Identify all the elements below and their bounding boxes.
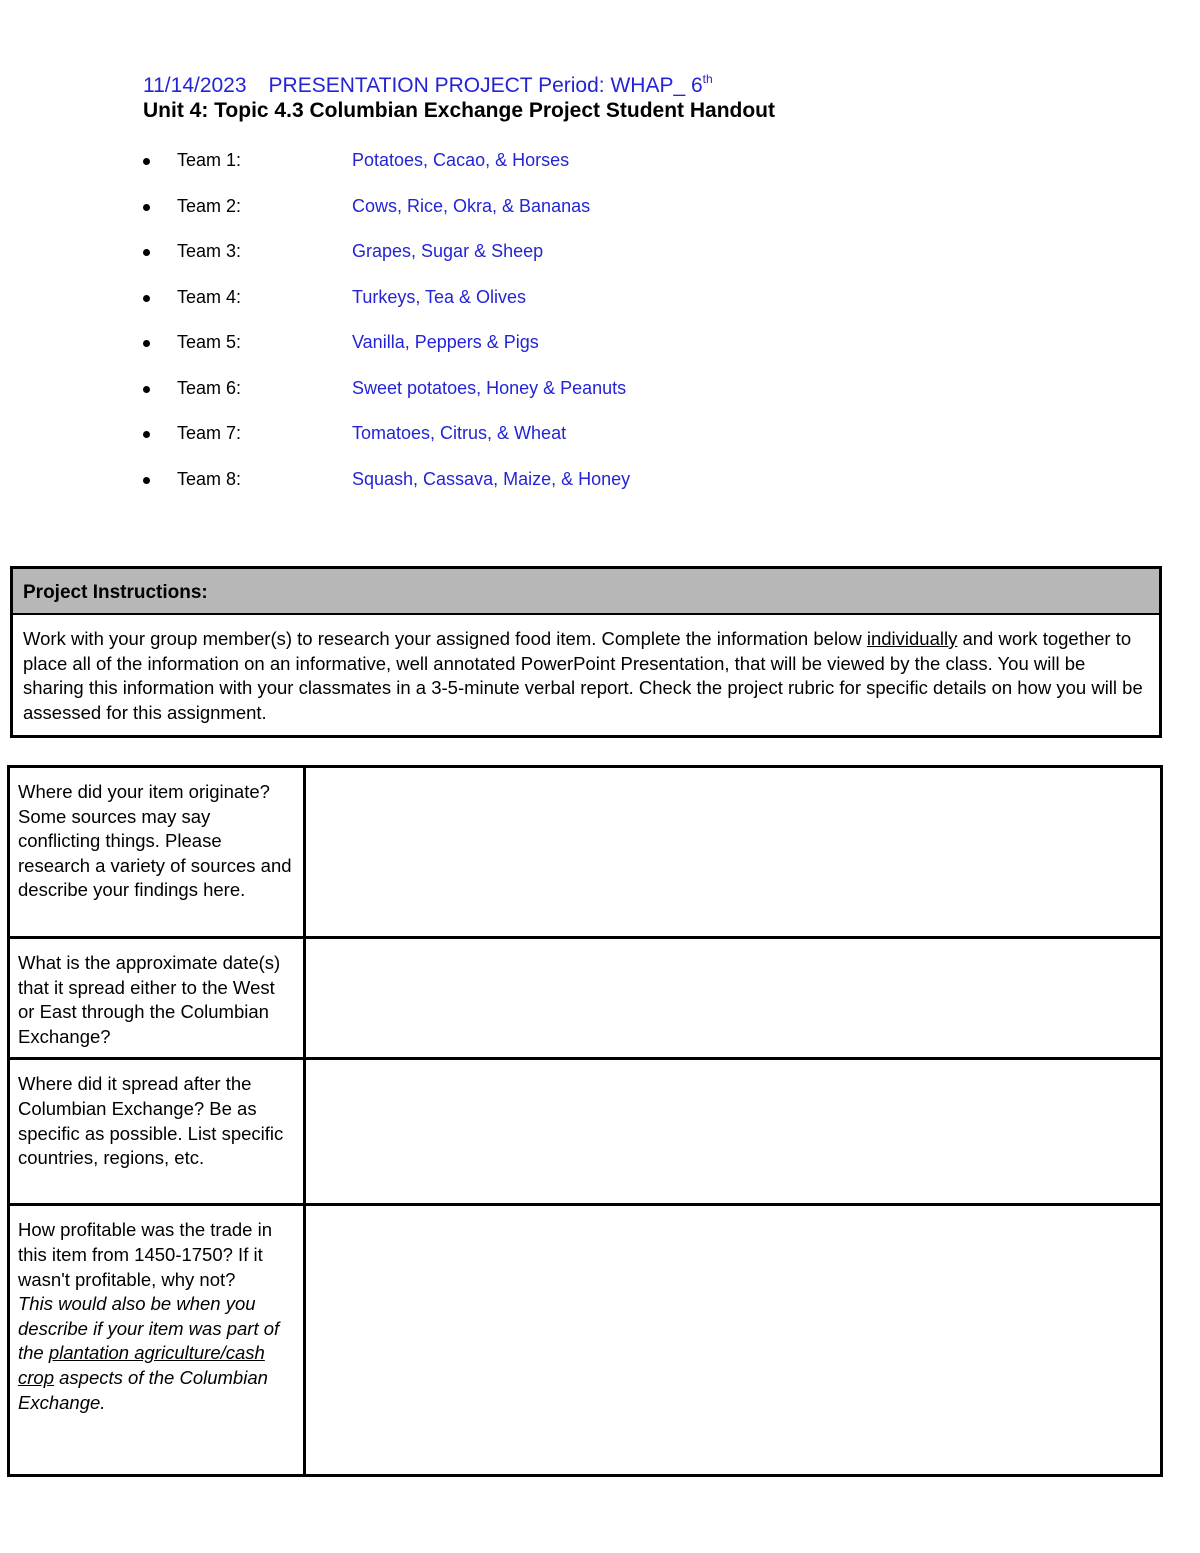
instructions-body — [13, 615, 1159, 735]
bullet-icon — [143, 386, 150, 393]
project-instructions-box — [10, 566, 1162, 738]
instructions-underlined: individually — [866, 628, 958, 649]
instructions-heading: Project Instructions: — [13, 569, 1159, 615]
team-items: Grapes, Sugar & Sheep — [352, 241, 544, 261]
table-row — [9, 1205, 1162, 1476]
team-label: Team 5: — [177, 332, 242, 352]
team-items: Sweet potatoes, Honey & Peanuts — [352, 377, 627, 398]
answer-cell[interactable] — [305, 1059, 1162, 1205]
bullet-icon — [143, 340, 150, 347]
bullet-icon — [143, 431, 150, 438]
team-items: Tomatoes, Citrus, & Wheat — [352, 423, 567, 443]
team-items: Cows, Rice, Okra, & Bananas — [352, 195, 591, 216]
instructions-text-1: Work with your group member(s) to research your assigned food item. Complete the information below — [23, 628, 867, 649]
table-row — [9, 767, 1162, 938]
team-items: Vanilla, Peppers & Pigs — [352, 332, 539, 352]
answer-cell[interactable] — [305, 938, 1162, 1059]
bullet-icon — [143, 249, 150, 256]
team-items: Potatoes, Cacao, & Horses — [352, 150, 570, 170]
question-cell: What is the approximate date(s) that it spread either to the West or East through the Columbian Exchange? — [9, 938, 305, 1059]
bullet-icon — [143, 477, 150, 484]
team-items: Turkeys, Tea & Olives — [352, 286, 527, 307]
team-label: Team 6: — [177, 377, 242, 398]
team-label: Team 3: — [177, 241, 242, 261]
team-label: Team 2: — [177, 195, 242, 216]
question-cell: Where did it spread after the Columbian Exchange? Be as specific as possible. List specific countries, regions, etc. — [9, 1059, 305, 1205]
answer-cell[interactable] — [305, 767, 1162, 938]
table-row — [9, 1059, 1162, 1205]
bullet-icon — [143, 158, 150, 165]
bullet-icon — [143, 204, 150, 211]
team-label: Team 7: — [177, 423, 242, 443]
team-label: Team 4: — [177, 286, 242, 307]
team-label: Team 1: — [177, 150, 242, 170]
header-date-title — [143, 72, 713, 98]
question-cell: Where did your item originate? Some sources may say conflicting things. Please research a variety of sources and describe your findings here. — [9, 767, 305, 938]
unit-title: Unit 4: Topic 4.3 Columbian Exchange Project Student Handout — [143, 99, 775, 122]
question-cell — [9, 1205, 305, 1476]
header-date: 11/14/2023 — [143, 74, 247, 97]
header-period-superscript: th — [702, 72, 713, 86]
question-italic-2: aspects of the Columbian Exchange. — [18, 1366, 268, 1413]
question-text: How profitable was the trade in this item from 1450-1750? If it wasn't profitable, why not? — [18, 1219, 272, 1290]
question-italic-underlined: plantation agriculture/cash crop — [18, 1342, 265, 1388]
answer-cell[interactable] — [305, 1205, 1162, 1476]
header-project-title: PRESENTATION PROJECT Period: WHAP_ 6 — [268, 74, 703, 97]
question-table — [7, 765, 1163, 1477]
bullet-icon — [143, 295, 150, 302]
instructions-text-2: and work together to place all of the information on an informative, well annotated PowerPoint Presentation, that will be viewed by the class. You will be sharing this information with your classmates in a 3-5-minute verbal report. Check the project rubric for specific details on how you will be assessed for this assignment. — [23, 628, 1143, 723]
team-label: Team 8: — [177, 468, 242, 489]
question-italic-1: This would also be when you describe if your item was part of the — [18, 1293, 280, 1364]
table-row — [9, 938, 1162, 1059]
team-items: Squash, Cassava, Maize, & Honey — [352, 468, 631, 489]
